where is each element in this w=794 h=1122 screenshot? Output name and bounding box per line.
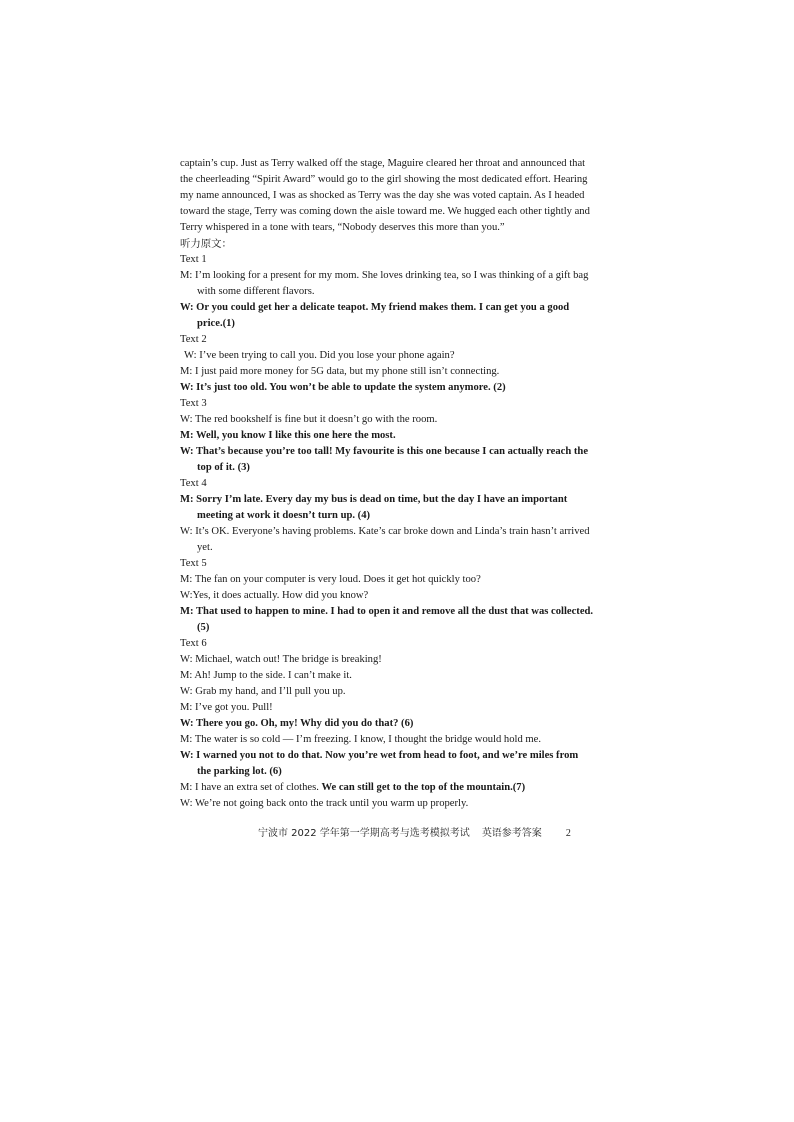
- dialogue-line: M: I’ve got you. Pull!: [180, 702, 273, 713]
- text-heading: Text 4: [180, 478, 207, 489]
- footer-title: 宁波市 2022 学年第一学期高考与选考模拟考试: [258, 828, 470, 839]
- dialogue-line: top of it. (3): [197, 462, 250, 473]
- page-number: 2: [565, 828, 571, 839]
- text-heading: Text 1: [180, 254, 207, 265]
- dialogue-line: price.(1): [197, 318, 235, 329]
- dialogue-line: W: I’ve been trying to call you. Did you lose your phone again?: [184, 350, 455, 361]
- text-heading: Text 6: [180, 638, 207, 649]
- passage: [180, 156, 616, 236]
- dialogue-line: M: The fan on your computer is very loud. Does it get hot quickly too?: [180, 574, 481, 585]
- dialogue-line: W: There you go. Oh, my! Why did you do that? (6): [180, 718, 414, 729]
- transcript-section: [180, 252, 616, 332]
- dialogue-text: M: I have an extra set of clothes.: [180, 782, 322, 793]
- dialogue-line: (5): [197, 622, 210, 633]
- document-body: [180, 156, 616, 812]
- passage-line: toward the stage, Terry was coming down the aisle toward me. We hugged each other tightly and: [180, 206, 590, 217]
- section-title: 听力原文：: [180, 238, 232, 250]
- dialogue-line: M: I’m looking for a present for my mom. She loves drinking tea, so I was thinking of a gift bag: [180, 270, 589, 281]
- dialogue-line: M: Sorry I’m late. Every day my bus is dead on time, but the day I have an important: [180, 494, 568, 505]
- transcript-section: [180, 636, 616, 812]
- text-heading: Text 5: [180, 558, 207, 569]
- dialogue-line: W: Grab my hand, and I’ll pull you up.: [180, 686, 346, 697]
- dialogue-line: with some different flavors.: [197, 286, 315, 297]
- transcripts: [180, 252, 616, 812]
- transcript-section: [180, 332, 616, 396]
- passage-line: Terry whispered in a tone with tears, “Nobody deserves this more than you.”: [180, 222, 505, 233]
- dialogue-line: M: I just paid more money for 5G data, but my phone still isn’t connecting.: [180, 366, 500, 377]
- dialogue-line: W: We’re not going back onto the track until you warm up properly.: [180, 798, 469, 809]
- dialogue-line: M: That used to happen to mine. I had to open it and remove all the dust that was collected.: [180, 606, 594, 617]
- dialogue-answer: We can still get to the top of the mountain.(7): [321, 782, 526, 793]
- text-heading: Text 2: [180, 334, 207, 345]
- page-footer: [258, 824, 571, 839]
- dialogue-line: M: The water is so cold — I’m freezing. I know, I thought the bridge would hold me.: [180, 734, 541, 745]
- dialogue-line: W: It’s OK. Everyone’s having problems. Kate’s car broke down and Linda’s train hasn’t arrived: [180, 526, 590, 537]
- dialogue-line: W: Or you could get her a delicate teapot. My friend makes them. I can get you a good: [180, 302, 570, 313]
- footer-subject: 英语参考答案: [481, 828, 542, 839]
- passage-line: the cheerleading “Spirit Award” would go to the girl showing the most dedicated effort. Hearing: [180, 174, 588, 185]
- dialogue-line: W: The red bookshelf is fine but it doesn’t go with the room.: [180, 414, 438, 425]
- dialogue-line: W: I warned you not to do that. Now you’re wet from head to foot, and we’re miles from: [180, 750, 579, 761]
- dialogue-line: M: Ah! Jump to the side. I can’t make it.: [180, 670, 352, 681]
- dialogue-line: yet.: [197, 542, 213, 553]
- dialogue-line: W: Michael, watch out! The bridge is breaking!: [180, 654, 382, 665]
- dialogue-line: the parking lot. (6): [197, 766, 282, 777]
- dialogue-line: [180, 780, 616, 796]
- dialogue-line: W:Yes, it does actually. How did you know?: [180, 590, 369, 601]
- passage-line: my name announced, I was as shocked as Terry was the day she was voted captain. As I headed: [180, 190, 585, 201]
- transcript-section: [180, 476, 616, 556]
- dialogue-line: W: It’s just too old. You won’t be able to update the system anymore. (2): [180, 382, 506, 393]
- dialogue-line: meeting at work it doesn’t turn up. (4): [197, 510, 371, 521]
- text-heading: Text 3: [180, 398, 207, 409]
- dialogue-line: M: Well, you know I like this one here the most.: [180, 430, 396, 441]
- transcript-section: [180, 396, 616, 476]
- transcript-section: [180, 556, 616, 636]
- passage-line: captain’s cup. Just as Terry walked off the stage, Maguire cleared her throat and announced that: [180, 158, 586, 169]
- dialogue-line: W: That’s because you’re too tall! My favourite is this one because I can actually reach the: [180, 446, 589, 457]
